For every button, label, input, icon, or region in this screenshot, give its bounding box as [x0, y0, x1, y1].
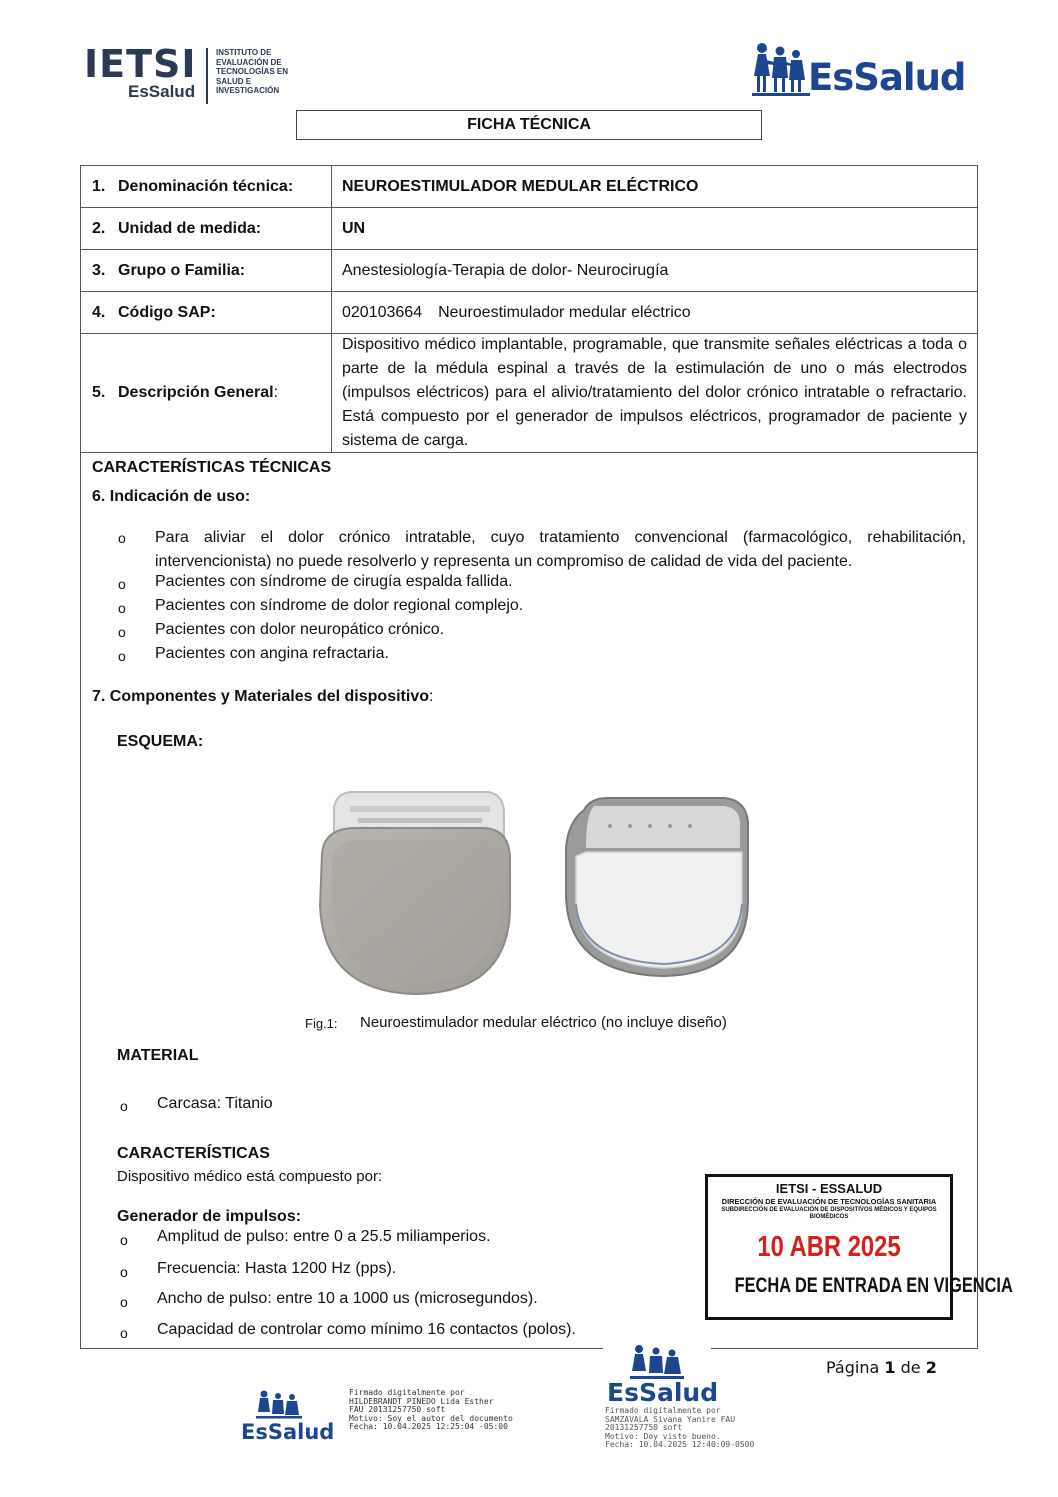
bullet-marker: o [118, 530, 126, 546]
row-value: NEUROESTIMULADOR MEDULAR ELÉCTRICO [342, 177, 699, 195]
row-number: 2. [92, 219, 106, 237]
section-heading: CARACTERÍSTICAS TÉCNICAS [92, 459, 332, 476]
page-prefix: Página [826, 1358, 885, 1377]
signature-line: Motivo: Soy el autor del documento [349, 1413, 513, 1423]
row-label-colon: : [273, 384, 279, 401]
scheme-heading: ESQUEMA: [117, 733, 204, 750]
row-value: UN [342, 219, 366, 237]
signature-line: Firmado digitalmente por [349, 1388, 465, 1397]
page-total: 2 [925, 1358, 937, 1377]
bullet-marker: o [118, 600, 126, 616]
row-label-text: Denominación técnica: [118, 177, 294, 195]
ietsi-logo-divider [206, 48, 208, 104]
signature-line: 20131257750 soft [605, 1423, 683, 1433]
generator-heading: Generador de impulsos: [117, 1208, 302, 1225]
signature-line: Firmado digitalmente por [605, 1406, 721, 1415]
heading-text: Indicación de uso: [109, 488, 251, 505]
row-number: 4. [92, 303, 106, 321]
signature-line: FAU 20131257750 soft [349, 1405, 446, 1415]
document-title: FICHA TÉCNICA [296, 110, 762, 140]
characteristics-heading: CARACTERÍSTICAS [117, 1145, 270, 1162]
characteristics-intro: Dispositivo médico está compuesto por: [117, 1168, 383, 1185]
bullet-marker: o [120, 1325, 128, 1341]
signature-line: SAMZAVALA Sivana Yanire FAU [605, 1414, 736, 1424]
signature-line: Fecha: 10.04.2025 12:25:04 -05:00 [349, 1422, 508, 1432]
bullet-marker: o [120, 1264, 128, 1280]
page-number [826, 1358, 937, 1377]
signature-left [349, 1389, 513, 1432]
figure-caption: Neuroestimulador medular eléctrico (no incluye diseño) [360, 1014, 727, 1031]
row-value [332, 334, 977, 452]
bullet-marker: o [120, 1098, 128, 1114]
list-item: Frecuencia: Hasta 1200 Hz (pps). [157, 1260, 397, 1277]
list-item: Pacientes con síndrome de dolor regional complejo. [155, 597, 524, 614]
page-current: 1 [884, 1358, 896, 1377]
stamp-organization: IETSI - ESSALUD [775, 1181, 883, 1196]
stamp-date: 10 ABR 2025 [757, 1230, 901, 1263]
heading-number: 6. [92, 488, 106, 505]
footer-logo-left: EsSalud [241, 1420, 335, 1444]
list-item: Pacientes con dolor neuropático crónico. [155, 621, 445, 638]
row-number: 3. [92, 261, 106, 279]
row-value [332, 292, 977, 333]
row-label [81, 292, 332, 333]
table-row [81, 208, 977, 250]
footer-family-icon [256, 1390, 304, 1420]
signature-line: Fecha: 10.04.2025 12:40:09-0500 [605, 1440, 755, 1450]
stamp-direction: DIRECCIÓN DE EVALUACIÓN DE TECNOLOGÍAS SANITARIA [721, 1197, 937, 1206]
row-label [81, 334, 332, 452]
footer-family-icon-center [630, 1344, 686, 1380]
footer-logo-center: EsSalud [607, 1378, 719, 1407]
bullet-marker: o [120, 1232, 128, 1248]
bullet-marker: o [118, 624, 126, 640]
heading-colon: : [428, 688, 434, 705]
indication-heading [92, 488, 250, 506]
table-row [81, 334, 977, 452]
row-number: 5. [92, 384, 106, 401]
essalud-logo: EsSalud [808, 56, 966, 99]
essalud-family-icon [752, 42, 810, 98]
material-heading: MATERIAL [117, 1047, 199, 1064]
validity-stamp [705, 1174, 1013, 1320]
list-item: Carcasa: Titanio [157, 1095, 273, 1112]
ietsi-logo-subtitle: EsSalud [128, 82, 196, 101]
signature-line: HILDEBRANDT PINEDO Lida Esther [349, 1396, 494, 1406]
heading-text: Componentes y Materiales del dispositivo [109, 688, 429, 705]
components-heading [92, 688, 433, 706]
device-image-front [312, 784, 522, 999]
table-row [81, 250, 977, 292]
row-label-text: Unidad de medida: [118, 219, 262, 237]
row-label [81, 166, 332, 207]
bullet-marker: o [120, 1294, 128, 1310]
spec-table [80, 165, 978, 453]
list-item: Pacientes con angina refractaria. [155, 645, 389, 662]
stamp-status: FECHA DE ENTRADA EN VIGENCIA [734, 1273, 1013, 1297]
sap-description: Neuroestimulador medular eléctrico [438, 303, 691, 321]
table-row [81, 166, 977, 208]
row-value: Anestesiología-Terapia de dolor- Neurocirugía [342, 261, 669, 279]
heading-number: 7. [92, 688, 106, 705]
stamp-subdirection: SUBDIRECCIÓN DE EVALUACIÓN DE DISPOSITIVOS MÉDICOS Y EQUIPOS BIOMÉDICOS [721, 1206, 937, 1220]
row-label [81, 208, 332, 249]
ietsi-institute-name: INSTITUTO DE EVALUACIÓN DE TECNOLOGÍAS EN SALUD E INVESTIGACIÓN [216, 48, 289, 95]
signature-line: Motivo: Doy visto bueno. [605, 1431, 721, 1441]
bullet-marker: o [118, 576, 126, 592]
list-item: Capacidad de controlar como mínimo 16 contactos (polos). [157, 1321, 576, 1338]
row-label-text: Código SAP: [118, 303, 216, 321]
page-separator: de [895, 1358, 926, 1377]
row-label-text: Descripción General [118, 384, 274, 401]
figure-label: Fig.1: [305, 1016, 338, 1031]
ietsi-logo: IETSI [84, 42, 197, 86]
row-label-text: Grupo o Familia: [118, 261, 246, 279]
signature-right [605, 1407, 754, 1450]
sap-code: 020103664 [342, 303, 423, 321]
list-item: Pacientes con síndrome de cirugía espalda fallida. [155, 573, 513, 590]
row-number: 1. [92, 177, 106, 195]
table-row [81, 292, 977, 334]
device-image-back [554, 792, 756, 982]
row-label [81, 250, 332, 291]
general-description: Dispositivo médico implantable, programable, que transmite señales eléctricas a toda o parte de la médula espinal a través de la estimulación de uno o más electrodos (impulsos eléctricos) para el alivio/tratamiento del dolor crónico intratable o refractario. Está compuesto por el generador de impulsos eléctricos, programador de paciente y sistema de carga. [342, 336, 967, 449]
bullet-marker: o [118, 648, 126, 664]
list-item: Amplitud de pulso: entre 0 a 25.5 miliamperios. [157, 1228, 491, 1245]
list-item: Ancho de pulso: entre 10 a 1000 us (microsegundos). [157, 1290, 538, 1307]
list-item: Para aliviar el dolor crónico intratable, cuyo tratamiento convencional (farmacológico, rehabilitación, intervencionista) no puede resolverlo y representa un compromiso de calidad de vida del paciente. [155, 529, 966, 570]
